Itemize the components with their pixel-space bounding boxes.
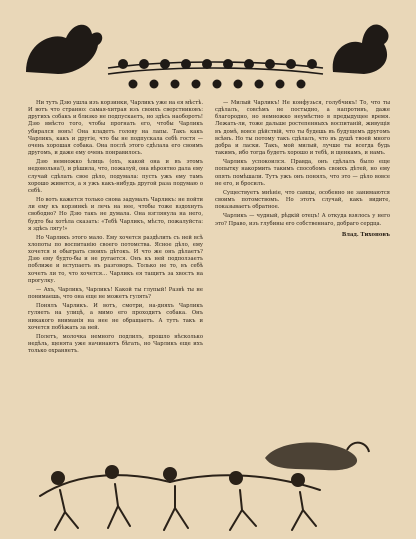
paragraph: — Милый Чарликъ! Не конфузься, голубчикъ! То, что ты сдѣлалъ, совсѣмъ не постыдно, а напротивъ, даже благородно, но немножко неумѣстно в предыдущее время. Лежать-ли, тоже дальше ростепенныхъ воспитаній, живущія въ домѣ, вовсе дѣйствій, что ты будешь въ будущемъ другомъ всѣмъ. Но ты потому такъ сдѣлалъ, что въ душѣ твоей много добра и ласки. Такъ, мой милый, лучше ты всегда будь такимъ, ибо тогда будетъ хорошо и тебѣ, и щенкамъ, и намъ.	[215, 100, 390, 157]
paragraph: Чарликъ — чудный, рѣдкій отецъ! А откуда взялось у него это? Право, изъ глубины его собственнаго, добраго сердца.	[215, 213, 390, 227]
rooster-silhouette	[333, 24, 389, 74]
header-illustration	[18, 10, 398, 92]
author-signature: Влад. Тихоновъ	[341, 231, 390, 238]
paragraph: Понялъ Чарликъ. И вотъ, смотри, на-дняхъ Чарликъ гуляетъ на улицѣ, а мимо его проходитъ собака. Онъ никакого вниманія на нее не обращаетъ. А тутъ такъ и хочется побѣжать за ней.	[28, 303, 203, 331]
paragraph: Полетъ, молочка немного подлилъ, прошло нѣсколько недѣль, щенята уже начинаютъ бѣгать, но Чарликъ еще ихъ только охраняетъ.	[28, 333, 203, 355]
hen-silhouette	[26, 25, 102, 74]
dog-illustration	[255, 420, 375, 475]
left-text-column	[28, 100, 203, 357]
paragraph: Существуетъ мнѣніе, что самцы, особенно не занимаются своимъ потомствомъ. Но этотъ случай, какъ видите, показываетъ обратное.	[215, 189, 390, 211]
paragraph: Но Чарликъ этого мало. Ему хочется раздѣлить съ ней всѣ хлопоты по воспитанію своего потомства. Ясное дѣло, ему хочется и обыграть своихъ дѣтокъ. И что же онъ дѣлаетъ? Дзю ему будто-бы и не ругается. Онъ къ ней подползаетъ поближе и вступаетъ въ разговоръ. Только не то, въ себѣ хочетъ ли то, что хочется… Чарликъ ея тащитъ за хвостъ на прогулку.	[28, 234, 203, 284]
paragraph: Дзю немножко ѣлиць (охъ, какой она и въ этомъ недовольна!), и рѣшила, что, пожалуй, она вѣроятно дала ему случай сдѣлать свое дѣло, подумала: пусть ужъ ему тамъ хорошо живется, а я ужъ какъ-нибудь другой раза подумаю о себѣ.	[28, 159, 203, 194]
paragraph: Ни тутъ Дзю ушла изъ корзинки, Чарликъ уже на ея мѣстѣ. И вотъ что странно: самая-хитрая изъ своихъ сверстниковъ: другихъ собакъ и близко не подпускаетъ, но здѣсь наоборотъ! Дзю вмѣсто того, чтобы прогнать его, чтобы Чарликъ убирался вонъ! Она кладетъ голову на лапы. Такъ какъ Чарликъ, какъ и другіе, что бы не подпускала себѣ гостя — очень хорошая собака. Она послѣ этого сдѣлала его своимъ другомъ, и даже ему очень понравилось.	[28, 100, 203, 157]
chick-silhouettes	[118, 59, 317, 89]
right-text-column	[215, 100, 390, 239]
paragraph: Чарликъ успокоился. Правда, онъ сдѣлалъ было еще попытку накормить такимъ способомъ своихъ дѣтей, но ему опять помѣшали. Тутъ ужъ онъ понялъ, что это — дѣло вовсе не его, и бросилъ.	[215, 159, 390, 187]
paragraph: — Ахъ, Чарликъ, Чарликъ! Какой ты глупый! Развѣ ты не понимаешь, что она еще не можетъ гулять?	[28, 286, 203, 301]
paragraph: Но вотъ кажется только снова задумалъ Чарликъ: не пойти ли ему къ корзинкѣ и лечь на нее, чтобы тоже вздохнуть свободно? Но Дзю такъ не думала. Она взглянула на него, будто бы хотѣла сказать: «Тебѣ Чарликъ, мѣсто, пожалуйста: я здѣсь лягу!»	[28, 197, 203, 232]
